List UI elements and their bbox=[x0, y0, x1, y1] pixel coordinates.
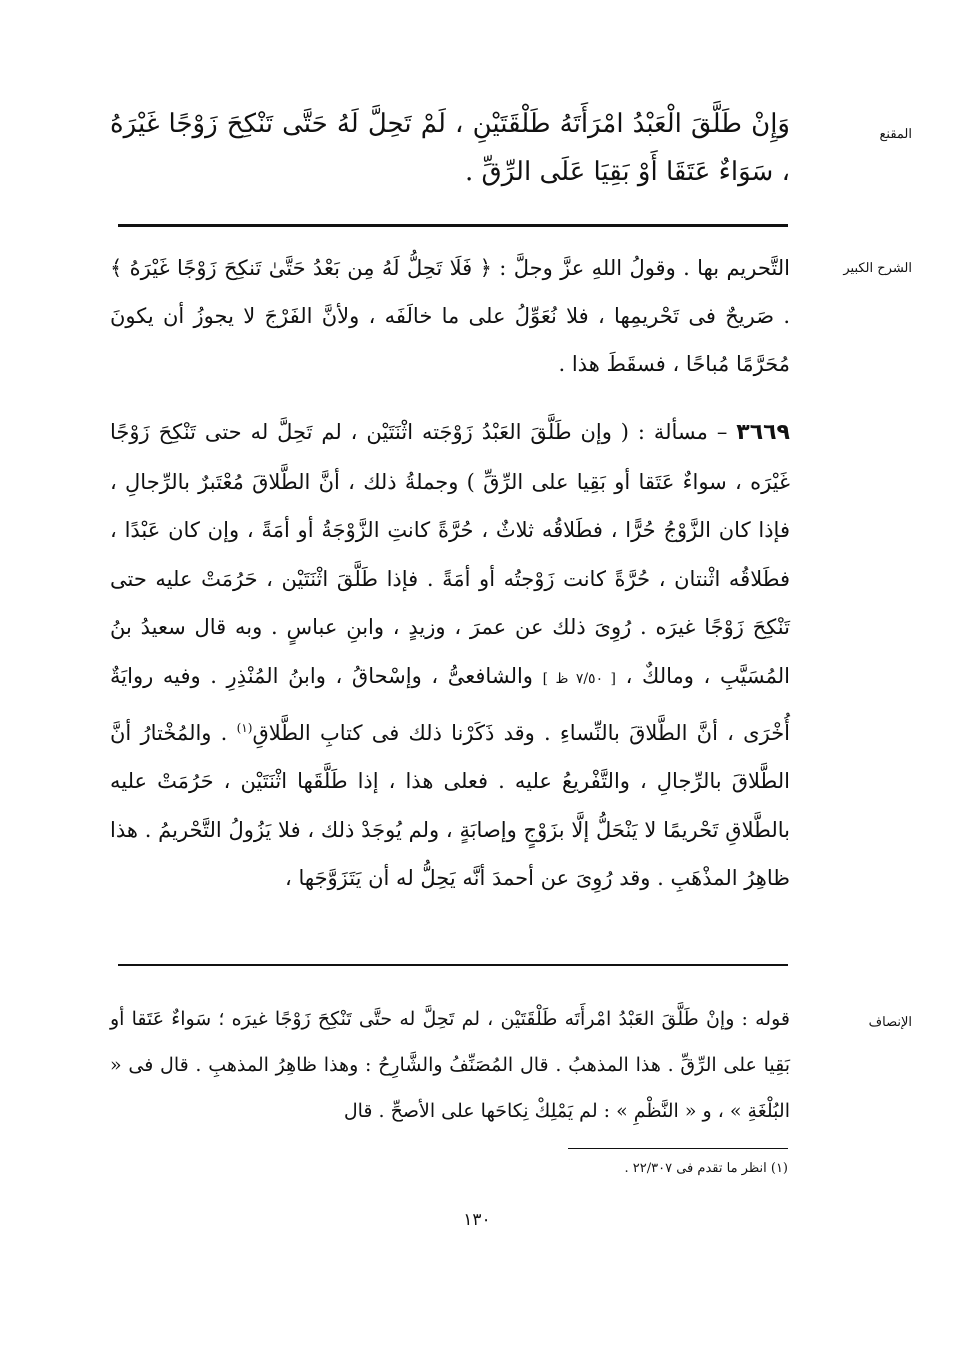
footnote-divider bbox=[568, 1148, 788, 1149]
issue-text-part-1: – مسألة : ( وإن طَلَّقَ العَبْدُ زَوْجَته اثْنَتَيْن ، لم تَحِلَّ له حتى تَنْكِحَ زَوْجًا غَيْرَه ، سواءٌ عَتَقا أو بَقِيا على الرِّقِّ ) وجملةُ ذلك ، أنَّ الطَّلاقَ مُعْتَبرٌ بالرِّجالِ ، فإذا كان الزَّوْجُ حُرًّا ، فطَلاقُه ثلاثٌ ، حُرَّةً كانتِ الزَّوْجَةُ أو أمَةً ، وإن كان عَبْدًا ، فطَلاقُه اثْنتان ، حُرَّةً كانت زَوْجتُه أو أمَةً . فإذا طَلَّقَ اثْنَتَيْن ، حَرُمَتْ عليه حتى تَنْكِحَ زَوْجًا غيرَه . رُوِىَ ذلك عن عمرَ ، وزيدٍ ، وابنِ عباسٍ . وبه قال سعيدُ بنُ المُسَيَّبِ ، ومالكٌ ، bbox=[110, 420, 791, 688]
insaf-text: قوله : وإنْ طَلَّقَ العَبْدُ امْرأَتَه طَلْقَتَيْن ، لم تَحِلَّ له حتَّى تَنْكِحَ زَوْجًا غيرَه ؛ سَواءٌ عَتَقا أو بَقِيا على الرِّقِّ . هذا المذهبُ . قال المُصَنِّفُ والشَّارِحُ : وهذا ظاهِرُ المذهبِ . قال فى « البُلْغَةِ » ، و « النَّظْمِ » : لم يَمْلِكْ نِكاحَها على الأصحِّ . قال bbox=[110, 1008, 790, 1122]
sharh-paragraph-2 bbox=[110, 408, 790, 903]
footnote: (١) انظر ما تقدم فى ٢٢/٣٠٧ . bbox=[624, 1161, 788, 1176]
section-label-insaf: الإنصاف bbox=[868, 1015, 912, 1030]
issue-text-part-3: . والمُخْتارُ أنَّ الطَّلاقَ بالرِّجالِ ، والتَّفْريعُ عليه . فعلى هذا ، إذا طَلَّقَها اثْنَتَيْن ، حَرُمَتْ عليه بالطَّلاقِ تَحْريمًا لا يَنْحَلُّ إلَّا بزَوْجٍ وإصابَةٍ ، ولم يُوجَدْ ذلك ، فلا يَزُولُ التَّحْريمُ . هذا ظاهِرُ المذْهَبِ . وقد رُوِىَ عن أحمدَ أنَّه يَحِلُّ له أن يَتَزَوَّجَها ، bbox=[110, 720, 790, 891]
sharh-paragraph-1: التَّحريم بها . وقولُ اللهِ عزَّ وجلَّ : ﴿ فَلَا تَحِلُّ لَهُ مِن بَعْدُ حَتَّىٰ تَنكِحَ زَوْجًا غَيْرَهُ ﴾ . صَريحٌ فى تَحْريمِها ، فلا نُعَوِّلُ على ما خالَفَه ، ولأنَّ الفَرْجَ لا يجوزُ أن يكونَ مُحَرَّمًا مُباحًا ، فسقَطَ هذا . bbox=[110, 256, 790, 376]
muqni-text: وَإِنْ طَلَّقَ الْعَبْدُ امْرَأَتَهُ طَلْقَتَيْنِ ، لَمْ تَحِلَّ لَهُ حَتَّى تَنْكِحَ زَوْجًا غَيْرَهُ ، سَوَاءٌ عَتَقَا أَوْ بَقِيَا عَلَى الرِّقِّ . bbox=[110, 109, 790, 187]
footnote-marker: (١) bbox=[236, 720, 253, 735]
section-divider bbox=[118, 224, 788, 227]
issue-number: ٣٦٦٩ bbox=[736, 420, 790, 445]
issue-text-part-2: والشافعىُّ ، وإسْحاقُ ، وابنُ المُنْذِرِ . وفيه روايَةٌ أُخْرَى ، أنَّ الطَّلاقَ بالنِّساءِ . وقد ذَكَرْنا ذلك فى كتابِ الطَّلاقِ bbox=[110, 663, 791, 745]
section-label-sharh: الشرح الكبير bbox=[843, 261, 912, 276]
margin-reference: [ ٧/٥٠ ظ ] bbox=[542, 670, 616, 687]
section-divider bbox=[118, 964, 788, 966]
page-number: ١٣٠ bbox=[463, 1210, 491, 1230]
section-label-muqni: المقنع bbox=[879, 127, 912, 142]
